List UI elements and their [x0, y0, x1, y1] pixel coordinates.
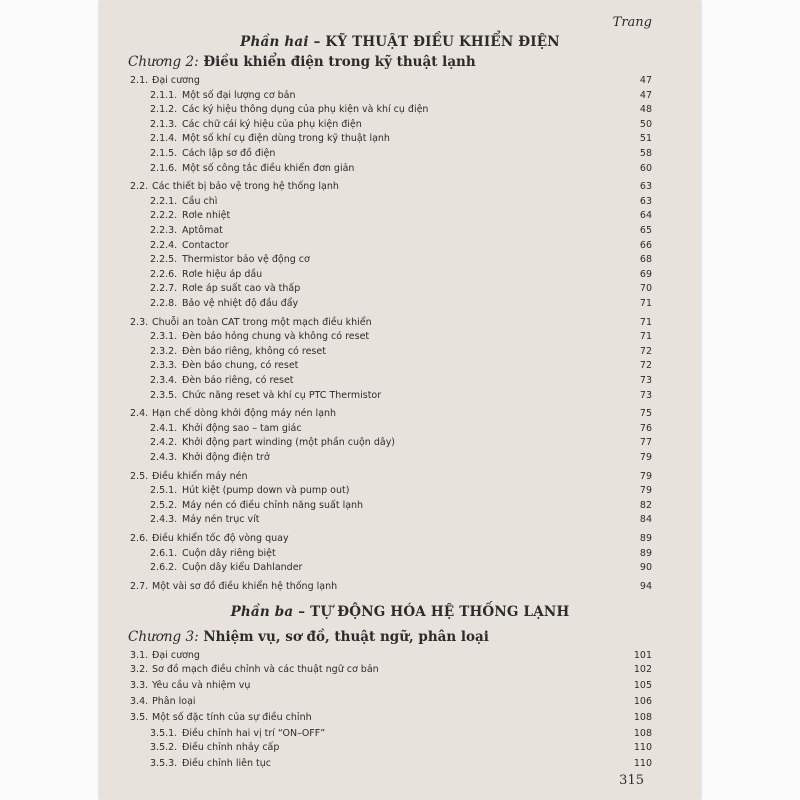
toc-entry [100, 269, 700, 283]
toc-entry [100, 360, 700, 374]
toc-entry-title: Đèn báo chung, có reset [182, 360, 299, 372]
toc-entry-title: Điều chỉnh liên tục [182, 758, 271, 769]
toc-entry-page: 68 [639, 254, 652, 266]
toc-entry-title: Đèn báo riêng, không có reset [182, 345, 326, 357]
toc-entry-page: 105 [633, 680, 652, 691]
toc-entry-title: Cuộn dây riêng biệt [182, 547, 276, 559]
toc-entry-title: Khởi động điện trở [182, 452, 270, 463]
toc-entry-page: 70 [639, 283, 652, 295]
part-three-rest: – TỰ ĐỘNG HÓA HỆ THỐNG LẠNH [293, 604, 570, 620]
toc-entry-number: 2.5.2. [150, 499, 178, 511]
toc-entry [100, 562, 700, 576]
toc-entry [100, 346, 700, 360]
part-two-title [100, 34, 700, 50]
toc-entry-title: Cách lập sơ đồ điện [182, 148, 276, 159]
toc-entry-number: 2.4. [130, 408, 149, 420]
toc-entry-number: 3.3. [130, 680, 149, 691]
toc-entry-page: 71 [639, 331, 652, 343]
toc-entry [100, 254, 700, 268]
toc-entry-title: Khởi động part winding (một phần cuộn dây) [182, 437, 396, 449]
toc-entry [100, 452, 700, 466]
toc-entry-number: 2.1.3. [150, 118, 178, 130]
toc-entry-page: 79 [639, 470, 652, 482]
toc-entry-title: Chuỗi an toàn CAT trong một mạch điều khiển [152, 316, 372, 328]
toc-entry-page: 47 [639, 75, 652, 86]
toc-entry [100, 485, 700, 499]
toc-entry-title: Máy nén có điều chỉnh năng suất lạnh [182, 499, 364, 511]
toc-entry [100, 163, 700, 177]
toc-entry-number: 2.1.5. [150, 148, 178, 159]
toc-entry-page: 64 [639, 210, 652, 222]
toc-entry [100, 283, 700, 297]
toc-entry-number: 3.1. [130, 650, 149, 661]
toc-entry-page: 58 [639, 148, 652, 159]
toc-entry-title: Khởi động sao – tam giác [182, 422, 302, 434]
toc-entry-title: Điều chỉnh nhảy cấp [182, 742, 280, 753]
toc-entry-title: Hạn chế dòng khởi động máy nén lạnh [152, 408, 337, 420]
toc-entry [100, 104, 700, 118]
toc-entry-title: Đại cương [152, 75, 200, 86]
toc-entry [100, 514, 700, 528]
toc-entry [100, 196, 700, 210]
toc-entry-title: Rơle áp suất cao và thấp [182, 283, 301, 295]
toc-entry-page: 75 [639, 408, 652, 420]
toc-entry-title: Các thiết bị bảo vệ trong hệ thống lạnh [152, 181, 339, 193]
chapter-two-label: Chương 2: [128, 54, 199, 70]
toc-entry [100, 712, 700, 726]
toc-entry-page: 47 [639, 89, 652, 101]
toc-entry-number: 2.1.1. [150, 89, 178, 101]
toc-entry-number: 2.3.5. [150, 389, 178, 401]
toc-entry-number: 3.5.2. [150, 742, 178, 753]
toc-entry-number: 2.6.2. [150, 562, 178, 574]
toc-entry [100, 408, 700, 422]
toc-entry-number: 2.1.2. [150, 104, 178, 116]
toc-entry [100, 758, 700, 772]
toc-entry-number: 2.6.1. [150, 547, 178, 559]
toc-entry [100, 240, 700, 254]
toc-entry [100, 500, 700, 514]
toc-entry-page: 72 [639, 360, 652, 372]
toc-entry-number: 2.2. [130, 181, 149, 193]
toc-entry-number: 3.5. [130, 712, 149, 723]
toc-entry-title: Rơle nhiệt [182, 210, 231, 222]
toc-entry-title: Máy nén trục vít [182, 514, 260, 526]
page-column-header: Trang [612, 15, 652, 30]
toc-entry-number: 2.2.2. [150, 210, 178, 222]
toc-entry-title: Phân loại [152, 696, 196, 707]
toc-entry-page: 65 [639, 225, 652, 236]
toc-entry-number: 2.2.8. [150, 298, 178, 309]
toc-entry-title: Sơ đồ mạch điều chỉnh và các thuật ngữ cơ bản [152, 664, 379, 675]
toc-entry [100, 210, 700, 224]
toc-entry-number: 2.2.3. [150, 225, 178, 236]
toc-entry-title: Chức năng reset và khí cụ PTC Thermistor [182, 389, 382, 401]
toc-entry-number: 2.2.4. [150, 239, 178, 251]
toc-entry-number: 2.3.4. [150, 375, 178, 386]
toc-entry-page: 71 [639, 298, 652, 309]
toc-entry-page: 79 [639, 452, 652, 463]
toc-entry-title: Đèn báo riêng, có reset [182, 375, 294, 386]
toc-entry-title: Thermistor bảo vệ động cơ [182, 254, 310, 266]
toc-entry-title: Hút kiệt (pump down và pump out) [182, 485, 350, 497]
toc-entry [100, 471, 700, 485]
toc-entry-page: 110 [633, 758, 652, 769]
chapter-two-heading [128, 54, 476, 70]
toc-entry [100, 696, 700, 710]
toc-entry-page: 77 [639, 437, 652, 449]
toc-entry-page: 108 [633, 728, 652, 739]
toc-entry [100, 581, 700, 595]
toc-entry-page: 48 [639, 104, 652, 116]
toc-entry-title: Rơle hiệu áp dầu [182, 268, 263, 280]
toc-entry-page: 90 [639, 562, 652, 574]
toc-entry-title: Cầu chì [182, 195, 218, 207]
toc-entry-number: 2.4.2. [150, 437, 178, 449]
toc-entry-number: 2.1.4. [150, 133, 178, 145]
toc-entry-page: 82 [639, 499, 652, 511]
toc-entry [100, 548, 700, 562]
chapter-three-title: Nhiệm vụ, sơ đồ, thuật ngữ, phân loại [198, 629, 489, 645]
toc-entry-page: 108 [633, 712, 652, 723]
toc-entry [100, 75, 700, 89]
toc-entry-number: 2.1. [130, 75, 149, 86]
toc-entry-page: 73 [639, 375, 652, 386]
toc-entry-page: 89 [639, 547, 652, 559]
toc-entry [100, 225, 700, 239]
toc-entry-title: Đèn báo hỏng chung và không có reset [182, 331, 370, 343]
toc-entry-page: 84 [639, 514, 652, 526]
book-page [100, 0, 700, 800]
toc-entry-page: 60 [639, 162, 652, 174]
toc-entry [100, 650, 700, 664]
toc-entry-page: 101 [633, 650, 652, 661]
toc-entry-title: Các chữ cái ký hiệu của phụ kiện điện [182, 118, 362, 130]
toc-entry-page: 106 [633, 696, 652, 707]
toc-entry [100, 390, 700, 404]
chapter-three-heading [128, 629, 489, 645]
toc-entry-number: 2.3. [130, 316, 149, 328]
toc-entry-number: 2.3.2. [150, 345, 178, 357]
toc-entry [100, 148, 700, 162]
toc-entry-title: Một vài sơ đồ điều khiển hệ thống lạnh [152, 580, 338, 592]
toc-entry [100, 680, 700, 694]
toc-entry-title: Một số khí cụ điện dùng trong kỹ thuật lạnh [182, 133, 390, 145]
toc-entry-number: 2.2.6. [150, 268, 178, 280]
toc-entry-page: 72 [639, 345, 652, 357]
toc-entry-page: 94 [639, 580, 652, 592]
toc-entry-title: Điều khiển máy nén [152, 470, 248, 482]
toc-entry-title: Aptômat [182, 225, 223, 236]
toc-entry-number: 3.5.3. [150, 758, 178, 769]
toc-entry [100, 133, 700, 147]
toc-entry-page: 110 [633, 742, 652, 753]
toc-entry-number: 3.2. [130, 664, 149, 675]
toc-entry-page: 76 [639, 422, 652, 434]
toc-entry-number: 2.4.3. [150, 452, 178, 463]
toc-entry-title: Điều khiển tốc độ vòng quay [152, 533, 289, 544]
toc-entry-page: 73 [639, 389, 652, 401]
toc-entry-number: 2.4.1. [150, 422, 178, 434]
toc-entry [100, 728, 700, 742]
toc-entry [100, 317, 700, 331]
toc-entry [100, 437, 700, 451]
toc-entry-title: Một số đặc tính của sự điều chỉnh [152, 712, 312, 723]
toc-entry-number: 2.5. [130, 470, 149, 482]
toc-entry [100, 119, 700, 133]
toc-entry-number: 3.5.1. [150, 728, 178, 739]
toc-entry-title: Các ký hiệu thông dụng của phụ kiện và khí cụ điện [182, 104, 429, 116]
page-number: 315 [619, 773, 644, 788]
toc-entry-page: 63 [639, 195, 652, 207]
toc-entry-number: 2.6. [130, 533, 149, 544]
toc-entry [100, 298, 700, 312]
part-two-rest: – KỸ THUẬT ĐIỀU KHIỂN ĐIỆN [308, 34, 560, 50]
toc-entry-title: Contactor [182, 239, 229, 251]
toc-entry-page: 66 [639, 239, 652, 251]
toc-entry-page: 69 [639, 268, 652, 280]
toc-entry [100, 331, 700, 345]
toc-entry [100, 181, 700, 195]
toc-entry [100, 375, 700, 389]
toc-entry-title: Một số công tắc điều khiển đơn giản [182, 162, 355, 174]
toc-entry-page: 79 [639, 485, 652, 497]
toc-entry-number: 2.2.1. [150, 195, 178, 207]
toc-entry-title: Một số đại lượng cơ bản [182, 89, 296, 101]
toc-entry [100, 742, 700, 756]
toc-entry-number: 2.2.5. [150, 254, 178, 266]
toc-entry-title: Cuộn dây kiểu Dahlander [182, 562, 303, 574]
toc-entry [100, 533, 700, 547]
toc-entry-page: 102 [633, 664, 652, 675]
toc-entry-title: Đại cương [152, 650, 200, 661]
toc-entry-number: 2.5.1. [150, 485, 178, 497]
chapter-two-title: Điều khiển điện trong kỹ thuật lạnh [198, 54, 476, 70]
toc-entry [100, 423, 700, 437]
chapter-three-label: Chương 3: [128, 629, 199, 645]
toc-entry-page: 51 [639, 133, 652, 145]
toc-entry-page: 71 [639, 316, 652, 328]
toc-entry [100, 90, 700, 104]
part-two-lead: Phần hai [240, 34, 309, 50]
toc-entry-title: Điều chỉnh hai vị trí “ON–OFF” [182, 728, 326, 739]
toc-entry-number: 2.7. [130, 580, 149, 592]
toc-entry-title: Bảo vệ nhiệt độ đầu đẩy [182, 298, 299, 309]
toc-entry-number: 2.3.3. [150, 360, 178, 372]
toc-entry-page: 63 [639, 181, 652, 193]
toc-entry-page: 89 [639, 533, 652, 544]
part-three-lead: Phần ba [230, 604, 294, 620]
toc-entry-number: 3.4. [130, 696, 149, 707]
toc-entry-page: 50 [639, 118, 652, 130]
toc-entry-number: 2.3.1. [150, 331, 178, 343]
toc-entry [100, 664, 700, 678]
toc-entry-number: 2.1.6. [150, 162, 178, 174]
toc-entry-number: 2.4.3. [150, 514, 178, 526]
part-three-title [100, 604, 700, 620]
toc-entry-title: Yêu cầu và nhiệm vụ [152, 680, 251, 691]
toc-entry-number: 2.2.7. [150, 283, 178, 295]
